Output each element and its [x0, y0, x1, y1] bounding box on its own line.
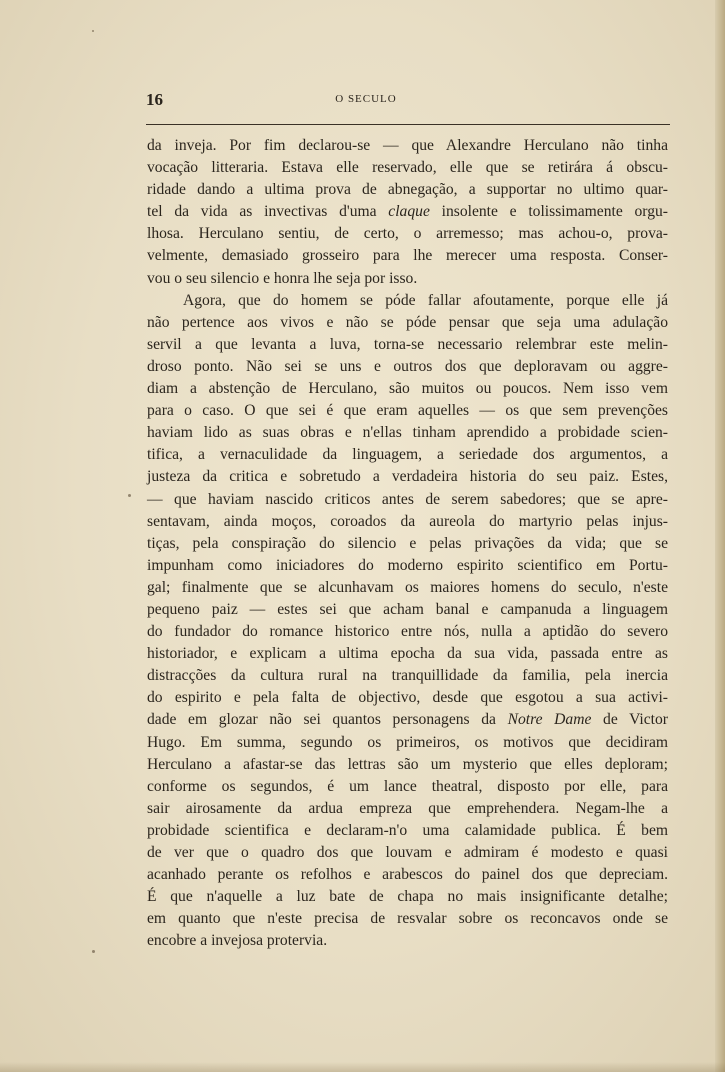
text-line: Herculano a afastar-se das lettras são um mysterio que elles deploram; [147, 755, 668, 773]
text-line: ridade dando a ultima prova de abnegação, a supportar no ultimo quar- [147, 181, 668, 199]
page-edge-shadow [715, 0, 725, 1072]
text-line: de ver que o quadro dos que louvam e admiram é modesto e quasi [147, 844, 668, 861]
text-line: servil a que levanta a luva, torna-se necessario relembrar este melin- [147, 335, 668, 353]
text-line: É que n'aquelle a luz bate de chapa no mais insignificante detalhe; [147, 888, 668, 906]
ink-speck [92, 950, 95, 953]
text-line: velmente, demasiado grosseiro para lhe merecer uma resposta. Conser- [147, 247, 668, 265]
page-number: 16 [146, 90, 163, 109]
text-line: haviam lido as suas obras e n'ellas tinham aprendido a probidade scien- [147, 424, 668, 442]
page-header [146, 90, 670, 112]
text-run: tel da vida as invectivas d'uma [147, 203, 389, 221]
page-bottom-shadow [0, 1062, 725, 1072]
text-run: de Victor [591, 711, 668, 729]
text-line: diam a abstenção de Herculano, são muitos ou poucos. Nem isso vem [147, 380, 668, 398]
text-line: historiador, e explicam a ultima epocha da sua vida, passada entre as [147, 645, 668, 663]
text-line: pequeno paiz — estes sei que acham banal e campanuda a linguagem [147, 600, 668, 618]
text-line: Hugo. Em summa, segundo os primeiros, os motivos que decidiram [147, 733, 668, 751]
text-line: gal; finalmente que se alcunhavam os maiores homens do seculo, n'este [147, 578, 668, 596]
text-line: do espirito e pela falta de objectivo, desde que esgotou a sua activi- [147, 689, 668, 707]
text-line: não pertence aos vivos e não se póde pensar que seja uma adulação [147, 313, 668, 331]
text-line: em quanto que n'este precisa de resvalar sobre os reconcavos onde se [147, 910, 668, 928]
text-line: acanhado perante os refolhos e arabescos do painel dos que depreciam. [147, 866, 668, 884]
text-run: dade em glozar não sei quantos personagens da [147, 711, 508, 729]
text-run: insolente e tolissimamente orgu- [429, 203, 668, 221]
ink-speck [128, 494, 131, 497]
text-line: impunham como iniciadores do moderno espirito scientifico em Portu- [147, 556, 668, 574]
text-line: encobre a invejosa protervia. [147, 932, 328, 950]
text-line: do fundador do romance historico entre nós, nulla a aptidão do severo [147, 623, 668, 641]
italic-term: claque [388, 203, 430, 221]
text-line: para o caso. O que sei é que eram aquelles — os que sem prevenções [147, 402, 668, 420]
text-line: sair airosamente da ardua empreza que emprehendera. Negam-lhe a [147, 799, 668, 817]
header-rule [146, 124, 670, 125]
running-title: O SECULO [335, 93, 397, 105]
text-line: droso ponto. Não sei se uns e outros dos que deploravam ou aggre- [147, 357, 668, 375]
text-line: lhosa. Herculano sentiu, de certo, o arremesso; mas achou-o, prova- [147, 225, 668, 243]
text-line: vocação litteraria. Estava elle reservado, elle que se retirára á obscu- [147, 159, 668, 177]
paragraph-first-line: Agora, que do homem se póde fallar afoutamente, porque elle já [183, 291, 668, 309]
ink-speck [92, 30, 94, 32]
text-line: sentavam, ainda moços, coroados da aureola do martyrio pelas injus- [147, 512, 668, 530]
text-line: da inveja. Por fim declarou-se — que Alexandre Herculano não tinha [147, 137, 668, 154]
italic-title: Notre Dame [507, 711, 592, 729]
text-line: tifica, a vernaculidade da linguagem, a seriedade dos argumentos, a [147, 446, 668, 464]
text-line: probidade scientifica e declaram-n'o uma calamidade publica. É bem [147, 821, 668, 839]
text-line: distracções da cultura rural na tranquillidade da familia, pela inercia [147, 667, 668, 685]
body-text [147, 135, 668, 952]
text-line [147, 709, 668, 731]
text-line: tiças, pela conspiração do silencio e pelas privações da vida; que se [147, 534, 668, 552]
text-line: conforme os segundos, é um lance theatral, disposto por elle, para [147, 777, 668, 795]
text-line [147, 201, 668, 223]
text-line: — que haviam nascido criticos antes de serem sabedores; que se apre- [147, 490, 668, 508]
text-line: justeza da critica e sobretudo a verdadeira historia do seu paiz. Estes, [147, 468, 668, 486]
text-line: vou o seu silencio e honra lhe seja por isso. [147, 269, 418, 287]
